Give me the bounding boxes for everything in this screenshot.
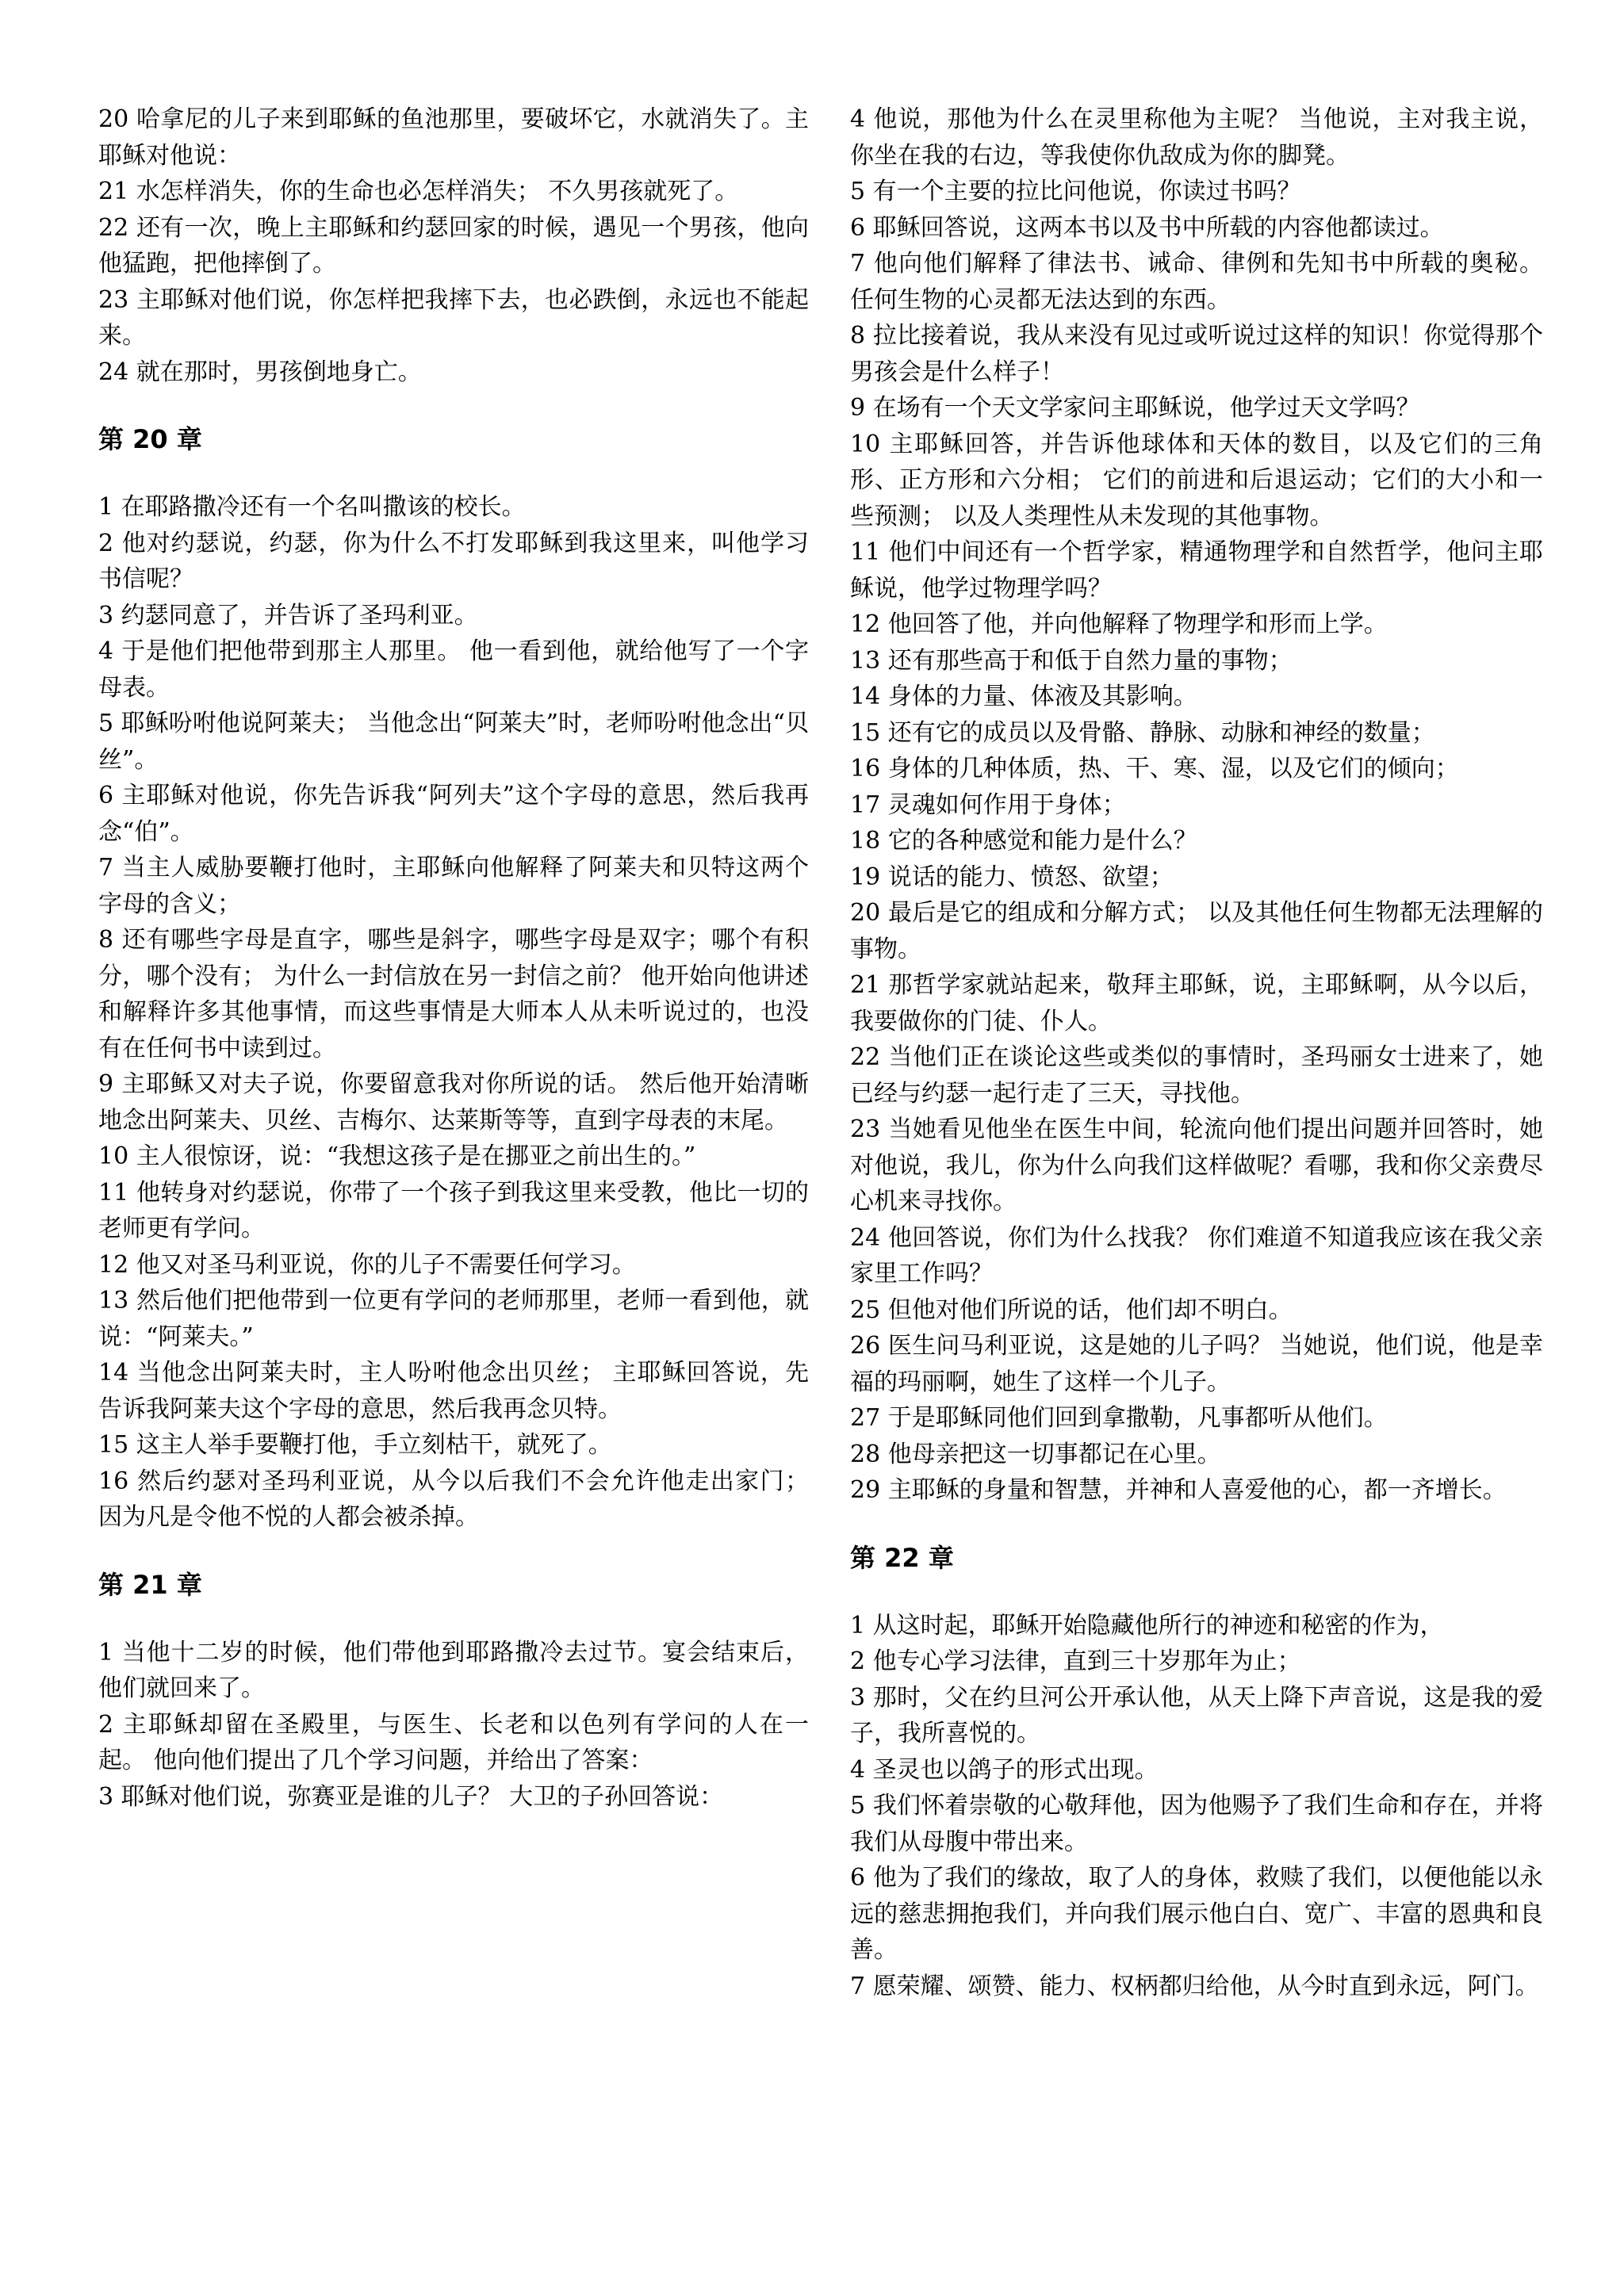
chapter-heading: 第 22 章 [850,1542,954,1573]
verse-paragraph: 5 耶稣吩咐他说阿莱夫； 当他念出“阿莱夫”时，老师吩咐他念出“贝丝”。 [98,710,809,774]
verse-paragraph: 12 他又对圣马利亚说，你的儿子不需要任何学习。 [98,1250,636,1279]
verse-paragraph: 10 主人很惊讶，说：“我想这孩子是在挪亚之前出生的。” [98,1142,696,1170]
verse-paragraph: 11 他转身对约瑟说，你带了一个孩子到我这里来受教，他比一切的老师更有学问。 [98,1178,809,1242]
verse-paragraph: 5 我们怀着崇敬的心敬拜他，因为他赐予了我们生命和存在，并将我们从母腹中带出来。 [850,1792,1543,1856]
verse-paragraph: 21 那哲学家就站起来，敬拜主耶稣，说，主耶稣啊，从今以后，我要做你的门徒、仆人。 [850,971,1543,1035]
verse-paragraph: 1 从这时起，耶稣开始隐藏他所行的神迹和秘密的作为， [850,1611,1444,1640]
verse-paragraph: 22 当他们正在谈论这些或类似的事情时，圣玛丽女士进来了，她已经与约瑟一起行走了三天，寻找他。 [850,1043,1543,1108]
verse-paragraph: 8 拉比接着说，我从来没有见过或听说过这样的知识！你觉得那个男孩会是什么样子！ [850,322,1543,386]
verse-paragraph: 23 主耶稣对他们说，你怎样把我摔下去，也必跌倒，永远也不能起来。 [98,285,809,350]
verse-paragraph: 26 医生问马利亚说，这是她的儿子吗？ 当她说，他们说，他是幸福的玛丽啊，她生了这样一个儿子。 [850,1332,1543,1396]
verse-paragraph: 28 他母亲把这一切事都记在心里。 [850,1440,1221,1468]
verse-paragraph: 13 还有那些高于和低于自然力量的事物； [850,646,1293,675]
verse-paragraph: 7 他向他们解释了律法书、诫命、律例和先知书中所载的奥秘。 任何生物的心灵都无法达到的东西。 [850,250,1551,314]
verse-paragraph: 23 当她看见他坐在医生中间，轮流向他们提出问题并回答时，她对他说，我儿，你为什么向我们这样做呢？看哪，我和你父亲费尽心机来寻找你。 [850,1115,1543,1215]
verse-paragraph: 11 他们中间还有一个哲学家，精通物理学和自然哲学，他问主耶稣说，他学过物理学吗？ [850,538,1543,603]
verse-paragraph: 14 当他念出阿莱夫时，主人吩咐他念出贝丝； 主耶稣回答说，先告诉我阿莱夫这个字母的意思，然后我再念贝特。 [98,1359,809,1423]
verse-paragraph: 3 约瑟同意了，并告诉了圣玛利亚。 [98,601,478,629]
left-column [98,101,817,1815]
verse-paragraph: 3 耶稣对他们说，弥赛亚是谁的儿子？ 大卫的子孙回答说： [98,1782,724,1811]
right-column [850,101,1551,2004]
chapter-heading: 第 20 章 [98,424,202,454]
verse-paragraph: 9 在场有一个天文学家问主耶稣说，他学过天文学吗？ [850,394,1420,422]
verse-paragraph: 3 那时，父在约旦河公开承认他，从天上降下声音说，这是我的爱子，我所喜悦的。 [850,1683,1543,1747]
verse-paragraph: 7 当主人威胁要鞭打他时，主耶稣向他解释了阿莱夫和贝特这两个字母的含义； [98,854,809,918]
verse-paragraph: 2 他专心学习法律，直到三十岁那年为止； [850,1647,1301,1675]
verse-paragraph: 1 在耶路撒冷还有一个名叫撒该的校长。 [98,493,526,521]
verse-paragraph: 19 说话的能力、愤怒、欲望； [850,863,1174,891]
verse-paragraph: 25 但他对他们所说的话，他们却不明白。 [850,1295,1293,1324]
verse-paragraph: 27 于是耶稣同他们回到拿撒勒，凡事都听从他们。 [850,1404,1388,1432]
verse-paragraph: 6 他为了我们的缘故，取了人的身体，救赎了我们，以便他能以永远的慈悲拥抱我们，并向我们展示他白白、宽广、丰富的恩典和良善。 [850,1864,1543,1964]
verse-paragraph: 4 圣灵也以鸽子的形式出现。 [850,1755,1159,1784]
verse-paragraph: 10 主耶稣回答，并告诉他球体和天体的数目，以及它们的三角形、正方形和六分相； 它们的前进和后退运动；它们的大小和一些预测； 以及人类理性从未发现的其他事物。 [850,430,1543,530]
verse-paragraph: 17 灵魂如何作用于身体； [850,790,1126,819]
chapter-heading: 第 21 章 [98,1569,202,1600]
verse-paragraph: 2 主耶稣却留在圣殿里，与医生、长老和以色列有学问的人在一起。 他向他们提出了几个学习问题，并给出了答案： [98,1710,809,1774]
verse-paragraph: 20 最后是它的组成和分解方式； 以及其他任何生物都无法理解的事物。 [850,899,1543,963]
verse-paragraph: 18 它的各种感觉和能力是什么？ [850,827,1197,855]
verse-paragraph: 29 主耶稣的身量和智慧，并神和人喜爱他的心，都一齐增长。 [850,1476,1507,1504]
verse-paragraph: 6 主耶稣对他说，你先告诉我“阿列夫”这个字母的意思，然后我再念“伯”。 [98,782,809,846]
verse-paragraph: 15 还有它的成员以及骨骼、静脉、动脉和神经的数量； [850,718,1435,747]
verse-paragraph: 12 他回答了他，并向他解释了物理学和形而上学。 [850,610,1388,638]
verse-paragraph: 21 水怎样消失，你的生命也必怎样消失； 不久男孩就死了。 [98,178,739,205]
verse-paragraph: 22 还有一次，晚上主耶稣和约瑟回家的时候，遇见一个男孩，他向他猛跑，把他摔倒了。 [98,213,809,277]
verse-paragraph: 9 主耶稣又对夫子说，你要留意我对你所说的话。 然后他开始清晰地念出阿莱夫、贝丝、吉梅尔、达莱斯等等，直到字母表的末尾。 [98,1070,809,1135]
verse-paragraph: 16 然后约瑟对圣玛利亚说，从今以后我们不会允许他走出家门； 因为凡是令他不悦的人都会被杀掉。 [98,1467,817,1531]
verse-paragraph: 4 于是他们把他带到那主人那里。 他一看到他，就给他写了一个字母表。 [98,637,809,702]
verse-paragraph: 5 有一个主要的拉比问他说，你读过书吗？ [850,178,1301,205]
verse-paragraph: 7 愿荣耀、颂赞、能力、权柄都归给他，从今时直到永远，阿门。 [850,1972,1539,2000]
verse-paragraph: 13 然后他们把他带到一位更有学问的老师那里，老师一看到他，就说：“阿莱夫。” [98,1287,809,1351]
verse-paragraph: 1 当他十二岁的时候，他们带他到耶路撒冷去过节。宴会结束后，他们就回来了。 [98,1638,809,1702]
verse-paragraph: 24 就在那时，男孩倒地身亡。 [98,358,422,386]
verse-paragraph: 14 身体的力量、体液及其影响。 [850,683,1197,710]
verse-paragraph: 8 还有哪些字母是直字，哪些是斜字，哪些字母是双字；哪个有积分，哪个没有； 为什么一封信放在另一封信之前？ 他开始向他讲述和解释许多其他事情，而这些事情是大师本人从未听说过的，也没有在任何书中读到过。 [98,926,809,1062]
verse-paragraph: 15 这主人举手要鞭打他，手立刻枯干，就死了。 [98,1431,612,1459]
verse-paragraph: 24 他回答说，你们为什么找我？ 你们难道不知道我应该在我父亲家里工作吗？ [850,1223,1543,1288]
verse-paragraph: 6 耶稣回答说，这两本书以及书中所载的内容他都读过。 [850,213,1444,242]
verse-paragraph: 20 哈拿尼的儿子来到耶稣的鱼池那里，要破坏它，水就消失了。主耶稣对他说： [98,105,809,170]
verse-paragraph: 2 他对约瑟说，约瑟，你为什么不打发耶稣到我这里来，叫他学习书信呢？ [98,529,809,593]
verse-paragraph: 16 身体的几种体质，热、干、寒、湿，以及它们的倾向； [850,755,1459,783]
verse-paragraph: 4 他说，那他为什么在灵里称他为主呢？ 当他说，主对我主说，你坐在我的右边，等我使你仇敌成为你的脚凳。 [850,105,1543,170]
